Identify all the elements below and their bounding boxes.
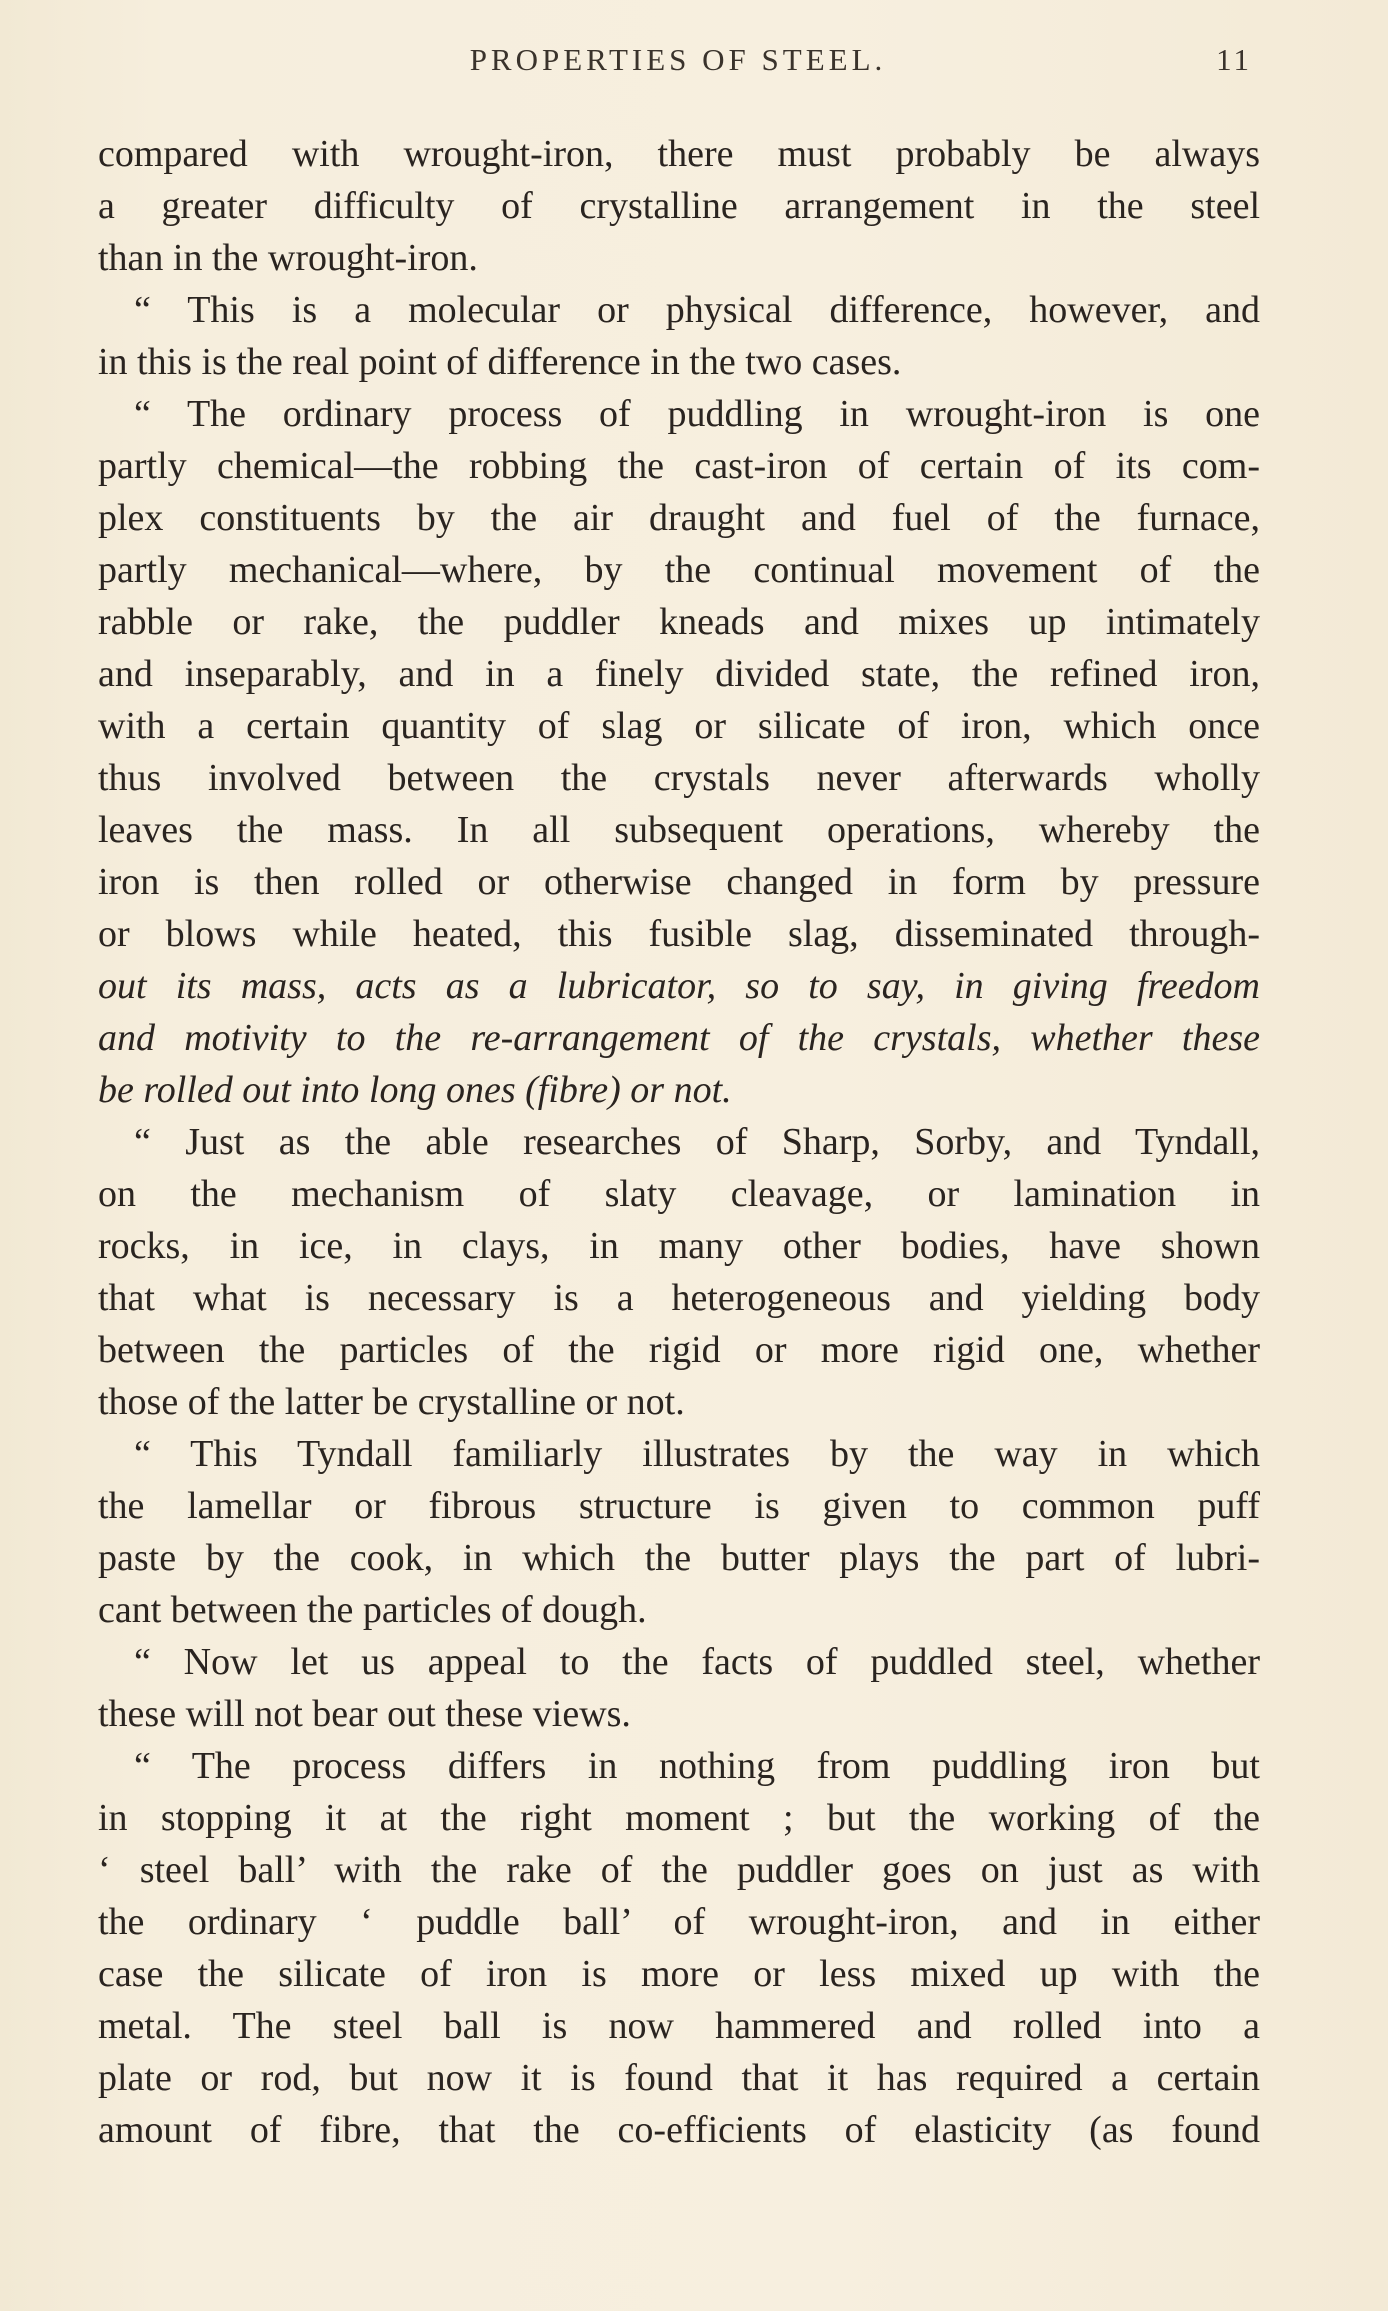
text-line: “ The process differs in nothing from puddling iron but (134, 1745, 1260, 1787)
text-line: that what is necessary is a heterogeneous and yielding body (98, 1277, 1260, 1319)
text-line: iron is then rolled or otherwise changed in form by pressure (98, 861, 1260, 903)
page-number: 11 (1216, 42, 1252, 77)
text-line: ‘ steel ball’ with the rake of the puddler goes on just as with (98, 1849, 1260, 1891)
text-line: those of the latter be crystalline or not. (98, 1381, 685, 1423)
text-line: partly mechanical—where, by the continual movement of the (98, 549, 1260, 591)
text-line: in stopping it at the right moment ; but the working of the (98, 1797, 1260, 1839)
text-line: “ This is a molecular or physical difference, however, and (134, 289, 1260, 331)
text-line: and inseparably, and in a finely divided state, the refined iron, (98, 653, 1260, 695)
text-line: case the silicate of iron is more or less mixed up with the (98, 1953, 1260, 1995)
text-line: cant between the particles of dough. (98, 1589, 647, 1631)
text-line: out its mass, acts as a lubricator, so to say, in giving freedom (98, 965, 1260, 1007)
text-line: “ Now let us appeal to the facts of puddled steel, whether (134, 1641, 1260, 1683)
text-line: on the mechanism of slaty cleavage, or lamination in (98, 1173, 1260, 1215)
text-line: in this is the real point of difference in the two cases. (98, 341, 902, 383)
body-text (98, 128, 1260, 2156)
text-line: than in the wrought-iron. (98, 237, 478, 279)
text-line: a greater difficulty of crystalline arrangement in the steel (98, 185, 1260, 227)
text-line: “ This Tyndall familiarly illustrates by the way in which (134, 1433, 1260, 1475)
text-line: rocks, in ice, in clays, in many other bodies, have shown (98, 1225, 1260, 1267)
text-line: “ Just as the able researches of Sharp, Sorby, and Tyndall, (134, 1121, 1260, 1163)
text-line: plex constituents by the air draught and fuel of the furnace, (98, 497, 1260, 539)
text-line: partly chemical—the robbing the cast-iron of certain of its com- (98, 445, 1260, 487)
text-line: plate or rod, but now it is found that it has required a certain (98, 2057, 1260, 2099)
running-head (98, 42, 1258, 98)
text-line: amount of fibre, that the co-efficients of elasticity (as found (98, 2109, 1260, 2151)
text-line: compared with wrought-iron, there must probably be always (98, 133, 1260, 175)
text-line: paste by the cook, in which the butter plays the part of lubri- (98, 1537, 1260, 1579)
text-line: thus involved between the crystals never afterwards wholly (98, 757, 1260, 799)
text-line: “ The ordinary process of puddling in wrought-iron is one (134, 393, 1260, 435)
running-title: PROPERTIES OF STEEL. (469, 42, 887, 77)
text-line: the lamellar or fibrous structure is given to common puff (98, 1485, 1260, 1527)
text-line: these will not bear out these views. (98, 1693, 631, 1735)
text-line: metal. The steel ball is now hammered and rolled into a (98, 2005, 1260, 2047)
text-line: and motivity to the re-arrangement of the crystals, whether these (98, 1017, 1260, 1059)
text-line: the ordinary ‘ puddle ball’ of wrought-iron, and in either (98, 1901, 1260, 1943)
text-line: or blows while heated, this fusible slag, disseminated through- (98, 913, 1260, 955)
text-line: be rolled out into long ones (fibre) or not. (98, 1069, 732, 1111)
text-line: between the particles of the rigid or more rigid one, whether (98, 1329, 1260, 1371)
text-line: with a certain quantity of slag or silicate of iron, which once (98, 705, 1260, 747)
text-line: leaves the mass. In all subsequent operations, whereby the (98, 809, 1260, 851)
text-line: rabble or rake, the puddler kneads and mixes up intimately (98, 601, 1260, 643)
